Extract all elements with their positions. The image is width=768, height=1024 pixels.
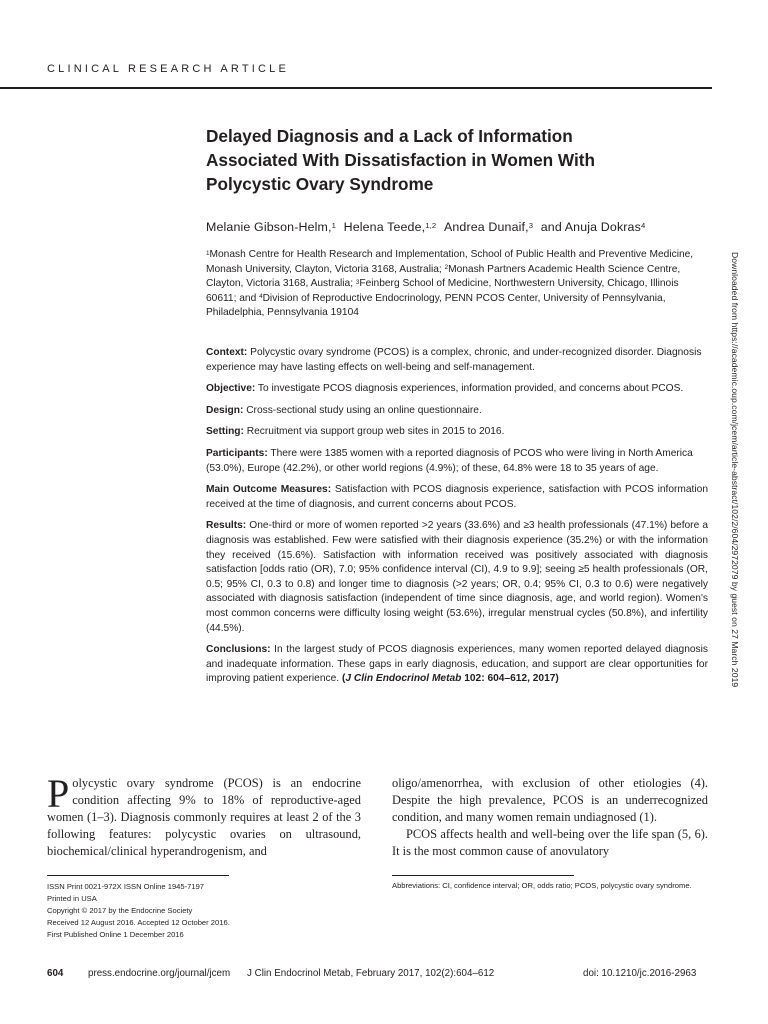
abstract-design [206,404,708,419]
download-watermark [730,252,752,772]
affiliation-line [206,292,706,307]
abstract-conclusions [206,643,708,687]
section-label: CLINICAL RESEARCH ARTICLE [47,63,289,75]
affiliations [206,248,706,321]
drop-cap: P [47,771,70,816]
affiliation-text: Monash Centre for Health Research and Implementation, School of Public Health and Preventive Medicine, [209,249,694,260]
affiliation-line [206,248,706,263]
publication-info [47,881,230,941]
abstract-label: Main Outcome Measures: [206,484,332,496]
affiliation-text: Monash University, Clayton, Victoria 3168, Australia; [206,263,445,275]
body-paragraph: PCOS affects health and well-being over the life span (5, 6). It is the most common cause of anovulatory [392,827,708,859]
abstract-label: Conclusions: [206,644,271,656]
abstract-label: Design: [206,404,244,416]
affiliation-line [206,277,706,292]
abstract-label: Context: [206,347,248,358]
abstract-text: In the largest study of PCOS diagnosis experiences, many women reported delayed diagnosis and inadequate information. These gaps in early diagnosis, education, and support are clear opportunities for improving patient experience. [206,644,708,685]
author-name: Andrea Dunaif, [443,220,529,234]
affiliation-text: Monash Partners Academic Health Science Centre, [448,263,681,275]
abstract-text: There were 1385 women with a reported diagnosis of PCOS who were living in North America (53.0%), Europe (42.2%), or other world regions (4.9%); of these, 64.8% were 18 to 35 years of age. [206,447,693,474]
abstract-objective [206,382,708,397]
abbreviations-note: Abbreviations: CI, confidence interval; OR, odds ratio; PCOS, polycystic ovary syndrome. [392,881,692,890]
doi: doi: 10.1210/jc.2016-2963 [583,968,697,979]
affiliation-marker: 1,2 [425,221,437,231]
affiliation-line [206,306,706,321]
journal-citation-footer: J Clin Endocrinol Metab, February 2017, 102(2):604–612 [247,968,495,979]
page-number: 604 [47,968,64,979]
abstract-text: To investigate PCOS diagnosis experiences, information provided, and concerns about PCOS. [257,383,684,395]
abstract [206,346,708,694]
abstract-label: Participants: [206,447,268,459]
footnote-rule-left [47,875,229,876]
title-line: Delayed Diagnosis and a Lack of Information [206,126,573,146]
affiliation-text: 60611; and [206,292,260,304]
abstract-participants [206,447,708,476]
publication-info-line: Received 12 August 2016. Accepted 12 October 2016. [47,918,230,928]
affiliation-marker: 3 [355,278,360,286]
title-line: Associated With Dissatisfaction in Women With [206,150,596,170]
abstract-text: Satisfaction with PCOS diagnosis experience, satisfaction with PCOS information received at the time of diagnosis, and current concerns about PCOS. [206,484,708,510]
author-name: Melanie Gibson-Helm, [206,220,332,234]
footnote-rule-right [392,875,574,876]
affiliation-marker: 3 [528,221,534,231]
affiliation-text: Division of Reproductive Endocrinology, PENN PCOS Center, University of Pennsylvania, [262,292,666,304]
publication-info-line: ISSN Print 0021-972X ISSN Online 1945-7197 [47,882,205,891]
abstract-label: Results: [206,520,247,532]
citation-paren: ( [341,673,346,685]
abstract-label: Setting: [206,426,244,438]
article-title [206,124,666,196]
affiliation-marker: 1 [206,249,210,257]
publication-info-line: First Published Online 1 December 2016 [47,930,184,940]
download-watermark-text: Downloaded from https://academic.oup.com/jcem/article-abstract/102/2/604/2972079 by guest on 27 March 2019 [730,252,740,688]
abstract-label: Objective: [206,383,256,395]
header-rule [0,87,712,89]
abstract-text: Recruitment via support group web sites in 2015 to 2016. [246,426,505,438]
affiliation-marker: 4 [259,293,263,301]
journal-url: press.endocrine.org/journal/jcem [88,968,231,979]
affiliation-marker: 4 [640,221,646,231]
publication-info-line: Copyright © 2017 by the Endocrine Society [47,906,193,916]
citation-details: 102: 604–612, 2017) [461,673,559,685]
journal-citation [342,673,559,684]
abstract-text: Cross-sectional study using an online questionnaire. [246,404,482,416]
body-column-right [392,775,708,860]
citation-journal: J Clin Endocrinol Metab [345,673,462,685]
body-column-left [47,771,361,860]
body-text: olycystic ovary syndrome (PCOS) is an endocrine condition affecting 9% to 18% of reproductive-aged women (1–3). Diagnosis commonly requires at least 2 of the 3 following features: polycystic ovaries on ultrasound, biochemical/clinical hyperandrogenism, and [47,776,361,859]
affiliation-text: Philadelphia, Pennsylvania 19104 [206,307,359,319]
affiliation-marker: 2 [444,264,449,272]
body-paragraph: oligo/amenorrhea, with exclusion of other etiologies (4). Despite the high prevalence, PCOS is an underrecognized condition, and many women remain undiagnosed (1). [392,776,708,825]
abstract-setting [206,425,708,440]
author-name: Helena Teede, [343,220,426,234]
affiliation-text: Clayton, Victoria 3168, Australia; [206,278,356,290]
affiliation-text: Feinberg School of Medicine, Northwestern University, Chicago, Illinois [359,278,679,290]
abstract-text: One-third or more of women reported >2 years (33.6%) and ≥3 health professionals (47.1%) before a diagnosis was established. Few were satisfied with their diagnosis experience (35.2%) or with the information they received (15.6%). Satisfaction with information received was positively associated with diagnosis satisfaction [odds ratio (OR), 7.0; 95% confidence interval (CI), 4.9 to 9.9]; seeing ≥5 health professionals (OR, 0.5; 95% CI, 0.3 to 0.8) and longer time to diagnosis (>2 years; OR, 0.4; 95% CI, 0.3 to 0.6) were negatively associated with diagnosis satisfaction (independent of time since diagnosis, age, and world region). Women's most common concerns were difficulty losing weight (53.6%), irregular menstrual cycles (50.8%), and infertility (44.5%). [206,520,708,634]
publication-info-line: Printed in USA [47,894,97,904]
abstract-text: Polycystic ovary syndrome (PCOS) is a complex, chronic, and under-recognized disorder. Diagnosis experience may have lasting effects on well-being and self-management. [206,347,702,373]
abstract-context [206,346,708,375]
author-name: and Anuja Dokras [540,220,641,234]
abstract-main-outcome [206,483,708,512]
title-line: Polycystic Ovary Syndrome [206,174,434,194]
affiliation-line [206,263,706,278]
author-list [206,220,645,234]
affiliation-marker: 1 [331,221,336,231]
abstract-results [206,519,708,636]
